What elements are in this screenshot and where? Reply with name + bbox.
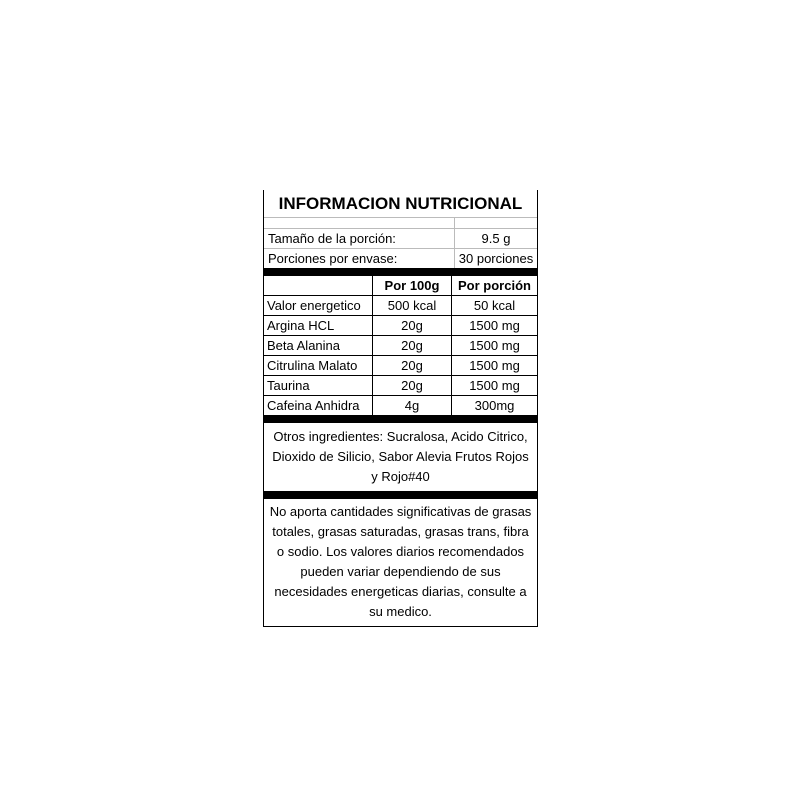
table-row xyxy=(264,336,537,356)
servings-per-container-value: 30 porciones xyxy=(458,251,534,266)
nutrient-name: Cafeina Anhidra xyxy=(264,396,373,416)
servings-per-container-row xyxy=(264,249,537,268)
table-row xyxy=(264,316,537,336)
nutrient-per-serving: 1500 mg xyxy=(452,316,538,336)
header-per-serving: Por porción xyxy=(452,276,538,296)
nutrient-per-100g: 500 kcal xyxy=(373,296,452,316)
nutrient-per-100g: 20g xyxy=(373,376,452,396)
nutrient-name: Argina HCL xyxy=(264,316,373,336)
nutrient-per-serving: 300mg xyxy=(452,396,538,416)
nutrient-name: Beta Alanina xyxy=(264,336,373,356)
nutrient-per-100g: 20g xyxy=(373,336,452,356)
serving-size-row xyxy=(264,229,537,249)
other-ingredients: Otros ingredientes: Sucralosa, Acido Citrico, Dioxido de Silicio, Sabor Alevia Frutos Rojos y Rojo#40 xyxy=(272,429,529,484)
disclaimer-text: No aporta cantidades significativas de grasas totales, grasas saturadas, grasas trans, fibra o sodio. Los valores diarios recomendados pueden variar dependiendo de sus necesidades energeticas diarias, consulte a su medico. xyxy=(269,504,532,619)
thick-divider xyxy=(264,415,537,423)
nutrient-per-100g: 20g xyxy=(373,316,452,336)
header-empty xyxy=(264,276,373,296)
table-row xyxy=(264,376,537,396)
nutrient-name: Citrulina Malato xyxy=(264,356,373,376)
nutrient-per-serving: 1500 mg xyxy=(452,356,538,376)
nutrient-per-serving: 1500 mg xyxy=(452,376,538,396)
header-per-100g: Por 100g xyxy=(373,276,452,296)
spacer-row xyxy=(264,218,537,229)
serving-size-value: 9.5 g xyxy=(481,231,511,246)
table-row xyxy=(264,356,537,376)
nutrient-per-100g: 4g xyxy=(373,396,452,416)
serving-size-label: Tamaño de la porción: xyxy=(264,229,455,248)
nutrient-per-serving: 1500 mg xyxy=(452,336,538,356)
thick-divider xyxy=(264,268,537,276)
table-row xyxy=(264,296,537,316)
nutrient-per-serving: 50 kcal xyxy=(452,296,538,316)
label-title: INFORMACION NUTRICIONAL xyxy=(264,190,537,218)
nutrient-name: Taurina xyxy=(264,376,373,396)
nutrition-label xyxy=(263,190,538,627)
nutrient-per-100g: 20g xyxy=(373,356,452,376)
servings-per-container-label: Porciones por envase: xyxy=(264,249,455,268)
nutrient-name: Valor energetico xyxy=(264,296,373,316)
table-header-row xyxy=(264,276,537,296)
nutrient-table xyxy=(264,276,537,415)
thick-divider xyxy=(264,491,537,499)
table-row xyxy=(264,396,537,416)
